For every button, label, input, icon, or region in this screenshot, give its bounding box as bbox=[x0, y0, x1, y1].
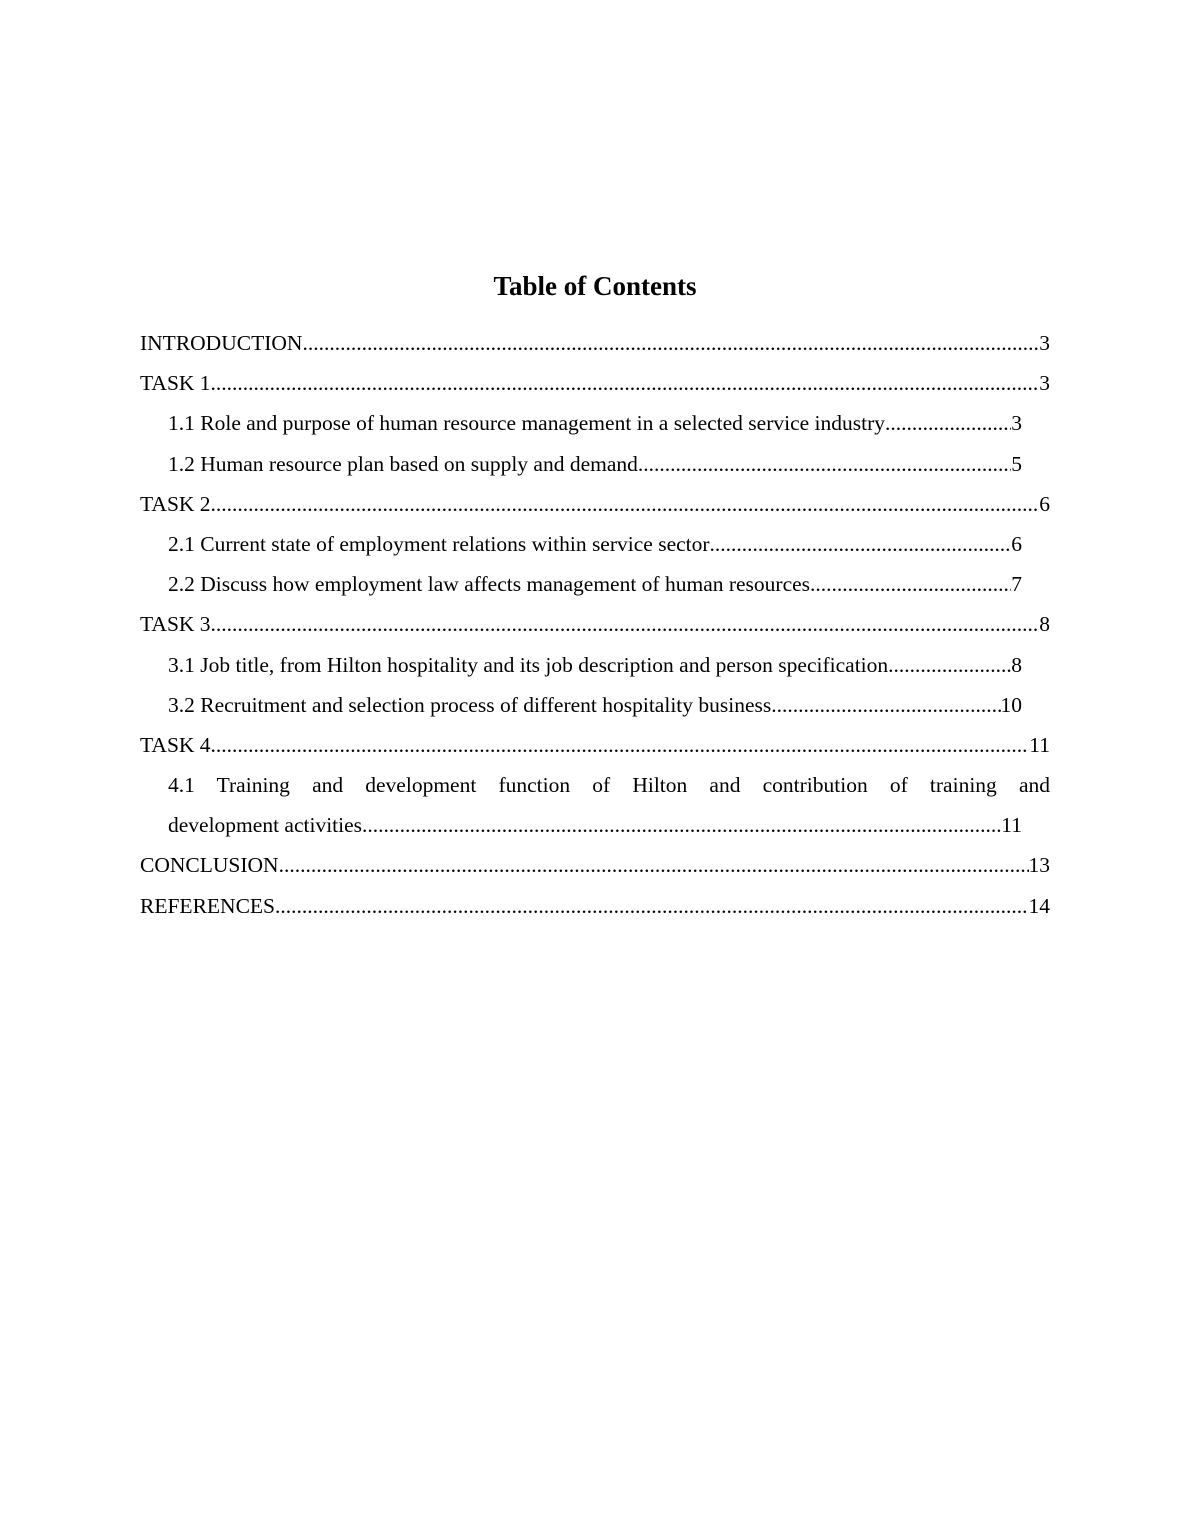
toc-entry-label: 3.1 Job title, from Hilton hospitality and its job description and person specification bbox=[168, 652, 889, 677]
toc-entry-3-1[interactable] bbox=[140, 645, 1050, 685]
dot-leader bbox=[211, 484, 1040, 524]
toc-entry-page: 7 bbox=[1011, 572, 1022, 597]
toc-entry-task-1[interactable] bbox=[140, 363, 1050, 403]
toc-entry-page: 3 bbox=[1039, 371, 1050, 396]
toc-entry-conclusion[interactable] bbox=[140, 845, 1050, 885]
dot-leader bbox=[710, 524, 1012, 564]
toc-entry-page: 14 bbox=[1028, 893, 1050, 918]
toc-entry-label-line1: 4.1 Training and development function of Hilton and contribution of training and bbox=[168, 773, 1050, 798]
toc-entry-label: CONCLUSION bbox=[140, 853, 279, 878]
toc-entry-label: TASK 3 bbox=[140, 612, 211, 637]
toc-entry-label: 3.2 Recruitment and selection process of different hospitality business bbox=[168, 692, 772, 717]
toc-entry-label: 2.2 Discuss how employment law affects management of human resources bbox=[168, 572, 811, 597]
dot-leader bbox=[888, 645, 1011, 685]
toc-entry-label: INTRODUCTION bbox=[140, 331, 303, 355]
toc-entry-page: 5 bbox=[1011, 451, 1022, 476]
toc-entry-label: 1.2 Human resource plan based on supply and demand bbox=[168, 451, 638, 476]
toc-entry-page: 8 bbox=[1039, 612, 1050, 637]
toc-entry-page: 10 bbox=[1000, 692, 1022, 717]
toc-entry-3-2[interactable] bbox=[140, 685, 1050, 725]
toc-entry-page: 11 bbox=[1001, 813, 1022, 838]
toc-entry-task-3[interactable] bbox=[140, 604, 1050, 644]
table-of-contents bbox=[140, 323, 1050, 926]
toc-entry-2-2[interactable] bbox=[140, 564, 1050, 604]
toc-entry-introduction[interactable] bbox=[140, 323, 1050, 363]
dot-leader bbox=[302, 323, 1039, 363]
toc-title: Table of Contents bbox=[493, 271, 697, 301]
dot-leader bbox=[279, 845, 1029, 885]
dot-leader bbox=[362, 805, 1001, 845]
dot-leader bbox=[810, 564, 1011, 604]
toc-entry-2-1[interactable] bbox=[140, 524, 1050, 564]
toc-entry-1-1[interactable] bbox=[140, 403, 1050, 443]
toc-entry-task-2[interactable] bbox=[140, 484, 1050, 524]
toc-entry-page: 8 bbox=[1011, 652, 1022, 677]
dot-leader bbox=[211, 363, 1040, 403]
toc-entry-label: REFERENCES bbox=[140, 893, 275, 918]
dot-leader bbox=[275, 886, 1029, 926]
toc-entry-page: 3 bbox=[1039, 331, 1050, 355]
toc-entry-page: 6 bbox=[1011, 531, 1022, 556]
dot-leader bbox=[638, 444, 1011, 484]
toc-entry-page: 6 bbox=[1039, 491, 1050, 516]
toc-entry-label: TASK 1 bbox=[140, 371, 211, 396]
dot-leader bbox=[885, 403, 1011, 443]
toc-entry-label: TASK 4 bbox=[140, 732, 211, 757]
toc-entry-page: 11 bbox=[1029, 732, 1050, 757]
toc-entry-page: 13 bbox=[1028, 853, 1050, 878]
toc-entry-label: 1.1 Role and purpose of human resource management in a selected service industry bbox=[168, 411, 886, 436]
toc-entry-label-line2: development activities bbox=[168, 813, 363, 838]
toc-entry-references[interactable] bbox=[140, 886, 1050, 926]
toc-entry-4-1[interactable] bbox=[140, 765, 1050, 845]
toc-entry-page: 3 bbox=[1011, 411, 1022, 436]
toc-entry-1-2[interactable] bbox=[140, 444, 1050, 484]
dot-leader bbox=[771, 685, 1000, 725]
toc-entry-label: TASK 2 bbox=[140, 491, 211, 516]
toc-entry-task-4[interactable] bbox=[140, 725, 1050, 765]
dot-leader bbox=[211, 604, 1040, 644]
dot-leader bbox=[211, 725, 1030, 765]
toc-entry-label: 2.1 Current state of employment relations within service sector bbox=[168, 531, 710, 556]
